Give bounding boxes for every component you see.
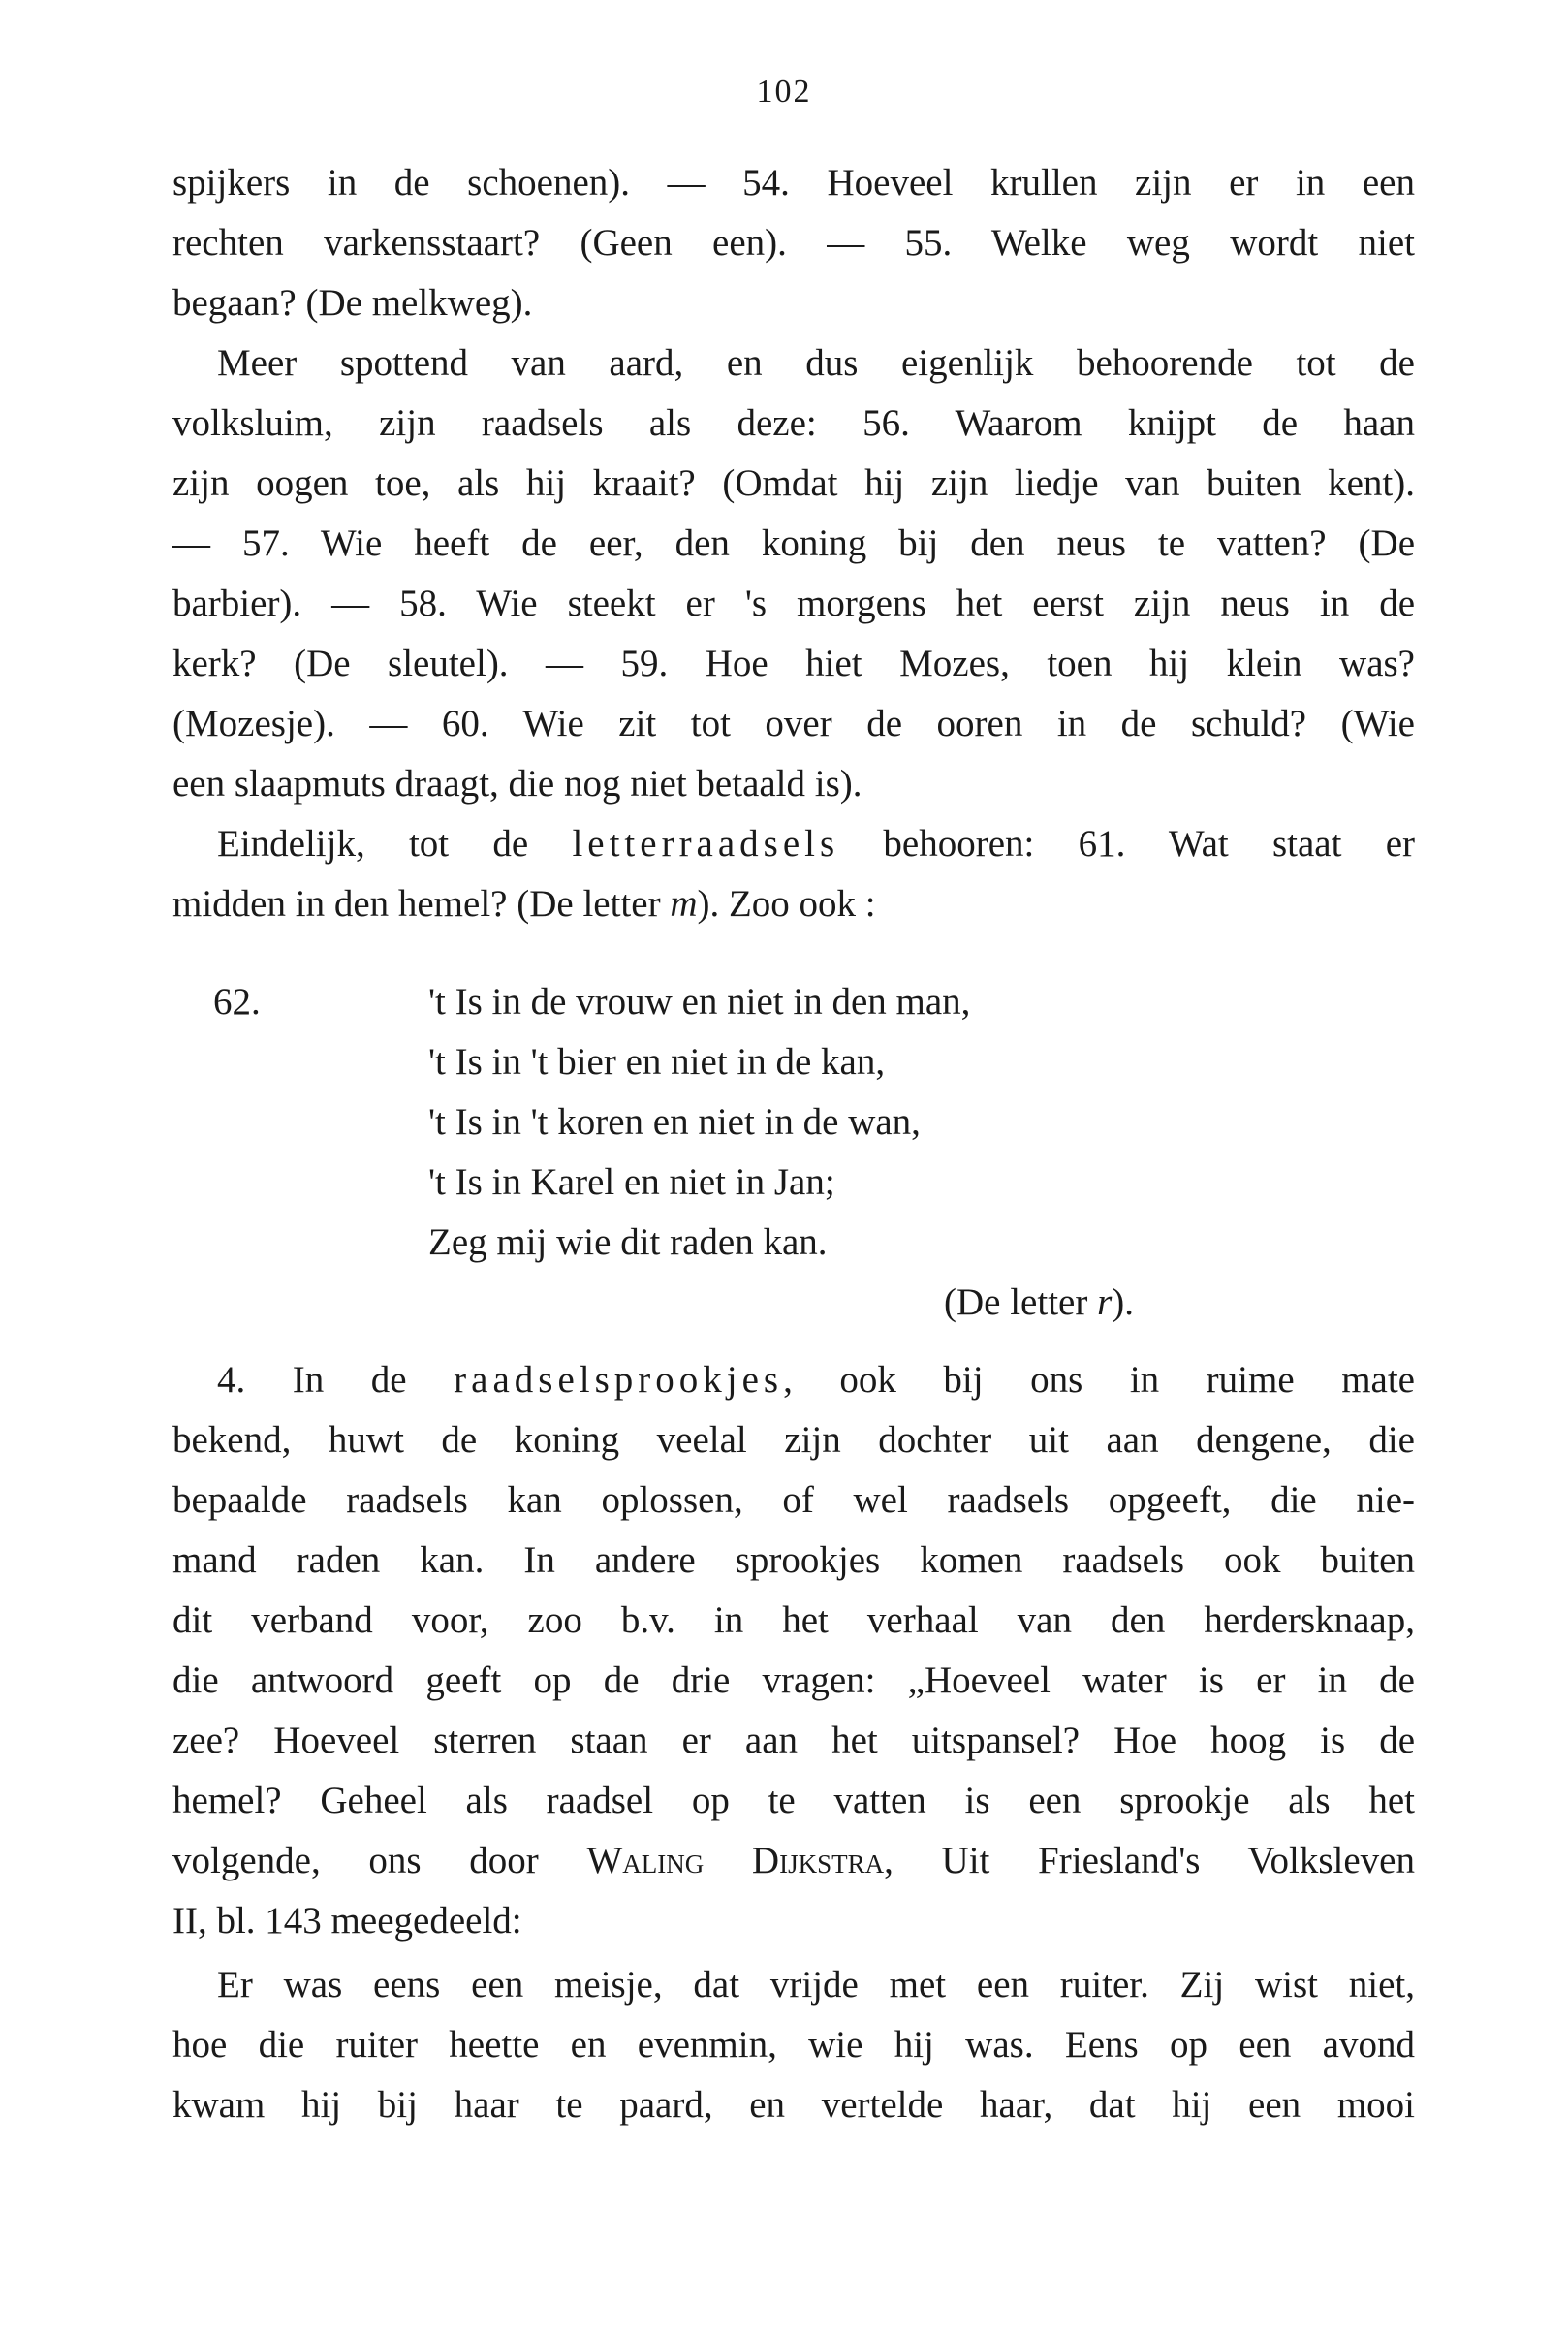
text-line bbox=[172, 874, 1415, 934]
text-line: hemel? Geheel als raadsel op te vatten is een sprookje als het bbox=[172, 1780, 1415, 1821]
poem-line: Zeg mij wie dit raden kan. bbox=[428, 1221, 828, 1263]
text-line: bekend, huwt de koning veelal zijn dochter uit aan dengene, die bbox=[172, 1419, 1415, 1461]
poem-answer bbox=[944, 1273, 1134, 1333]
text-line: — 57. Wie heeft de eer, den koning bij den neus te vatten? (De bbox=[172, 522, 1415, 564]
text-line: bepaalde raadsels kan oplossen, of wel raadsels opgeeft, die nie- bbox=[172, 1479, 1415, 1521]
text-line: rechten varkensstaart? (Geen een). — 55. Welke weg wordt niet bbox=[172, 222, 1415, 264]
poem-line: 't Is in de vrouw en niet in den man, bbox=[428, 981, 971, 1023]
text-line: volksluim, zijn raadsels als deze: 56. Waarom knijpt de haan bbox=[172, 402, 1415, 444]
poem-lines bbox=[428, 972, 1204, 1273]
text-segment: , ook bij ons in ruime mate bbox=[783, 1359, 1415, 1401]
text-segment: , Uit Friesland's Volksleven bbox=[884, 1840, 1415, 1881]
text-line: een slaapmuts draagt, die nog niet betaald is). bbox=[172, 763, 862, 805]
italic-letter: m bbox=[670, 883, 698, 925]
paragraph-riddle-fairytales bbox=[172, 1350, 1415, 1951]
text-segment: volgende, ons door bbox=[172, 1840, 587, 1881]
text-line: Meer spottend van aard, en dus eigenlijk behoorende tot de bbox=[217, 342, 1415, 384]
text-line: spijkers in de schoenen). — 54. Hoeveel krullen zijn er in een bbox=[172, 162, 1415, 204]
paragraph-mocking-riddles bbox=[172, 333, 1415, 814]
text-segment: 4. In de bbox=[217, 1359, 455, 1401]
text-line: II, bl. 143 meegedeeld: bbox=[172, 1900, 522, 1942]
paragraph-riddles-continued bbox=[172, 153, 1415, 333]
text-segment: (De letter bbox=[944, 1281, 1098, 1323]
author-name: Waling Dijkstra bbox=[586, 1840, 885, 1881]
text-line: hoe die ruiter heette en evenmin, wie hij was. Eens op een avond bbox=[172, 2024, 1415, 2066]
italic-letter: r bbox=[1097, 1281, 1113, 1323]
text-line: begaan? (De melkweg). bbox=[172, 282, 533, 324]
poem-line: 't Is in 't bier en niet in de kan, bbox=[428, 1041, 886, 1083]
spaced-term: letterraadsels bbox=[572, 823, 840, 865]
text-line: kwam hij bij haar te paard, en vertelde haar, dat hij een mooi bbox=[172, 2084, 1415, 2126]
poem-line: 't Is in Karel en niet in Jan; bbox=[428, 1161, 835, 1203]
text-segment: Eindelijk, tot de bbox=[217, 823, 573, 865]
paragraph-letter-riddles bbox=[172, 814, 1415, 934]
text-line: kerk? (De sleutel). — 59. Hoe hiet Mozes, toen hij klein was? bbox=[172, 643, 1415, 684]
text-segment: ). bbox=[1112, 1281, 1135, 1323]
spaced-term: raadselsprookjes bbox=[454, 1359, 784, 1401]
text-line: mand raden kan. In andere sprookjes komen raadsels ook buiten bbox=[172, 1539, 1415, 1581]
poem-line: 't Is in 't koren en niet in de wan, bbox=[428, 1101, 921, 1143]
page-number: 102 bbox=[756, 74, 812, 110]
text-line: barbier). — 58. Wie steekt er 's morgens het eerst zijn neus in de bbox=[172, 583, 1415, 624]
text-segment: ). Zoo ook : bbox=[697, 883, 876, 925]
poem-number: 62. bbox=[213, 981, 261, 1023]
text-line bbox=[172, 1831, 1415, 1891]
text-line bbox=[172, 1350, 1415, 1410]
text-line: (Mozesje). — 60. Wie zit tot over de ooren in de schuld? (Wie bbox=[172, 703, 1415, 744]
text-segment: behooren: 61. Wat staat er bbox=[839, 823, 1415, 865]
text-line: zijn oogen toe, als hij kraait? (Omdat hij zijn liedje van buiten kent). bbox=[172, 462, 1415, 504]
text-segment: midden in den hemel? (De letter bbox=[172, 883, 671, 925]
text-line bbox=[172, 814, 1415, 874]
paragraph-story bbox=[172, 1955, 1415, 2135]
text-line: zee? Hoeveel sterren staan er aan het uitspansel? Hoe hoog is de bbox=[172, 1720, 1415, 1761]
text-line: dit verband voor, zoo b.v. in het verhaal van den herdersknaap, bbox=[172, 1599, 1415, 1641]
text-line: die antwoord geeft op de drie vragen: „Hoeveel water is er in de bbox=[172, 1659, 1415, 1701]
text-line: Er was eens een meisje, dat vrijde met een ruiter. Zij wist niet, bbox=[217, 1964, 1415, 2006]
